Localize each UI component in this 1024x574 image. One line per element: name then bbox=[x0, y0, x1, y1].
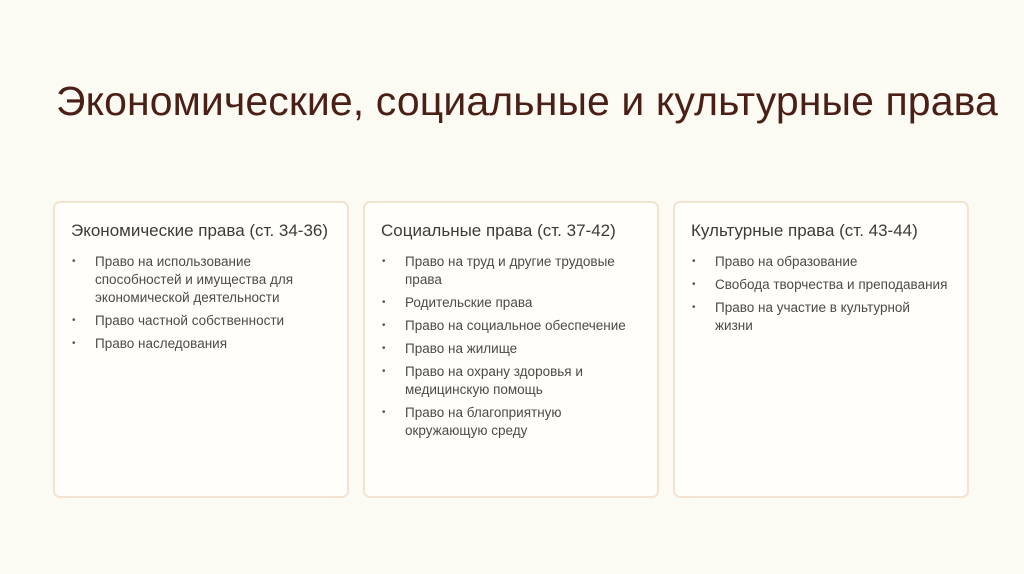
bullet-icon: • bbox=[382, 297, 386, 308]
list-item-text: Право на охрану здоровья и медицинскую помощь bbox=[405, 364, 583, 397]
bullet-icon: • bbox=[692, 302, 696, 313]
list-item-text: Право на социальное обеспечение bbox=[405, 318, 626, 333]
bullet-icon: • bbox=[382, 343, 386, 354]
list-item-text: Право на использование способностей и имущества для экономической деятельности bbox=[95, 254, 294, 305]
list-item bbox=[691, 276, 951, 294]
list-item bbox=[381, 340, 641, 358]
list-item-text: Право на жилище bbox=[405, 341, 518, 356]
list-item-text: Право на образование bbox=[715, 254, 858, 269]
list-item bbox=[381, 404, 641, 440]
bullet-icon: • bbox=[692, 256, 696, 267]
list-item-text: Свобода творчества и преподавания bbox=[715, 277, 948, 292]
list-item bbox=[71, 335, 331, 353]
bullet-icon: • bbox=[382, 366, 386, 377]
slide-title: Экономические, социальные и культурные права bbox=[56, 78, 998, 124]
list-item bbox=[381, 317, 641, 335]
list-item-text: Право частной собственности bbox=[95, 313, 285, 328]
list-item-text: Право на участие в культурной жизни bbox=[715, 300, 910, 333]
card-cultural-rights bbox=[673, 201, 969, 498]
list-item bbox=[71, 253, 331, 307]
bullet-icon: • bbox=[72, 338, 76, 349]
list-item bbox=[381, 253, 641, 289]
list-item-text: Право на благоприятную окружающую среду bbox=[405, 405, 562, 438]
bullet-icon: • bbox=[72, 256, 76, 267]
bullet-icon: • bbox=[382, 407, 386, 418]
list-item-text: Родительские права bbox=[405, 295, 533, 310]
card-heading: Культурные права (ст. 43-44) bbox=[691, 221, 918, 240]
list-item-text: Право наследования bbox=[95, 336, 228, 351]
list-item-text: Право на труд и другие трудовые права bbox=[405, 254, 615, 287]
bullet-icon: • bbox=[382, 320, 386, 331]
card-heading: Экономические права (ст. 34-36) bbox=[71, 221, 329, 240]
bullet-icon: • bbox=[382, 256, 386, 267]
list-item bbox=[381, 363, 641, 399]
bullet-icon: • bbox=[72, 315, 76, 326]
card-heading: Социальные права (ст. 37-42) bbox=[381, 221, 616, 240]
rights-list bbox=[381, 253, 641, 440]
list-item bbox=[691, 253, 951, 271]
bullet-icon: • bbox=[692, 279, 696, 290]
rights-list bbox=[691, 253, 951, 335]
rights-list bbox=[71, 253, 331, 353]
card-social-rights bbox=[363, 201, 659, 498]
card-economic-rights bbox=[53, 201, 349, 498]
list-item bbox=[691, 299, 951, 335]
list-item bbox=[381, 294, 641, 312]
list-item bbox=[71, 312, 331, 330]
